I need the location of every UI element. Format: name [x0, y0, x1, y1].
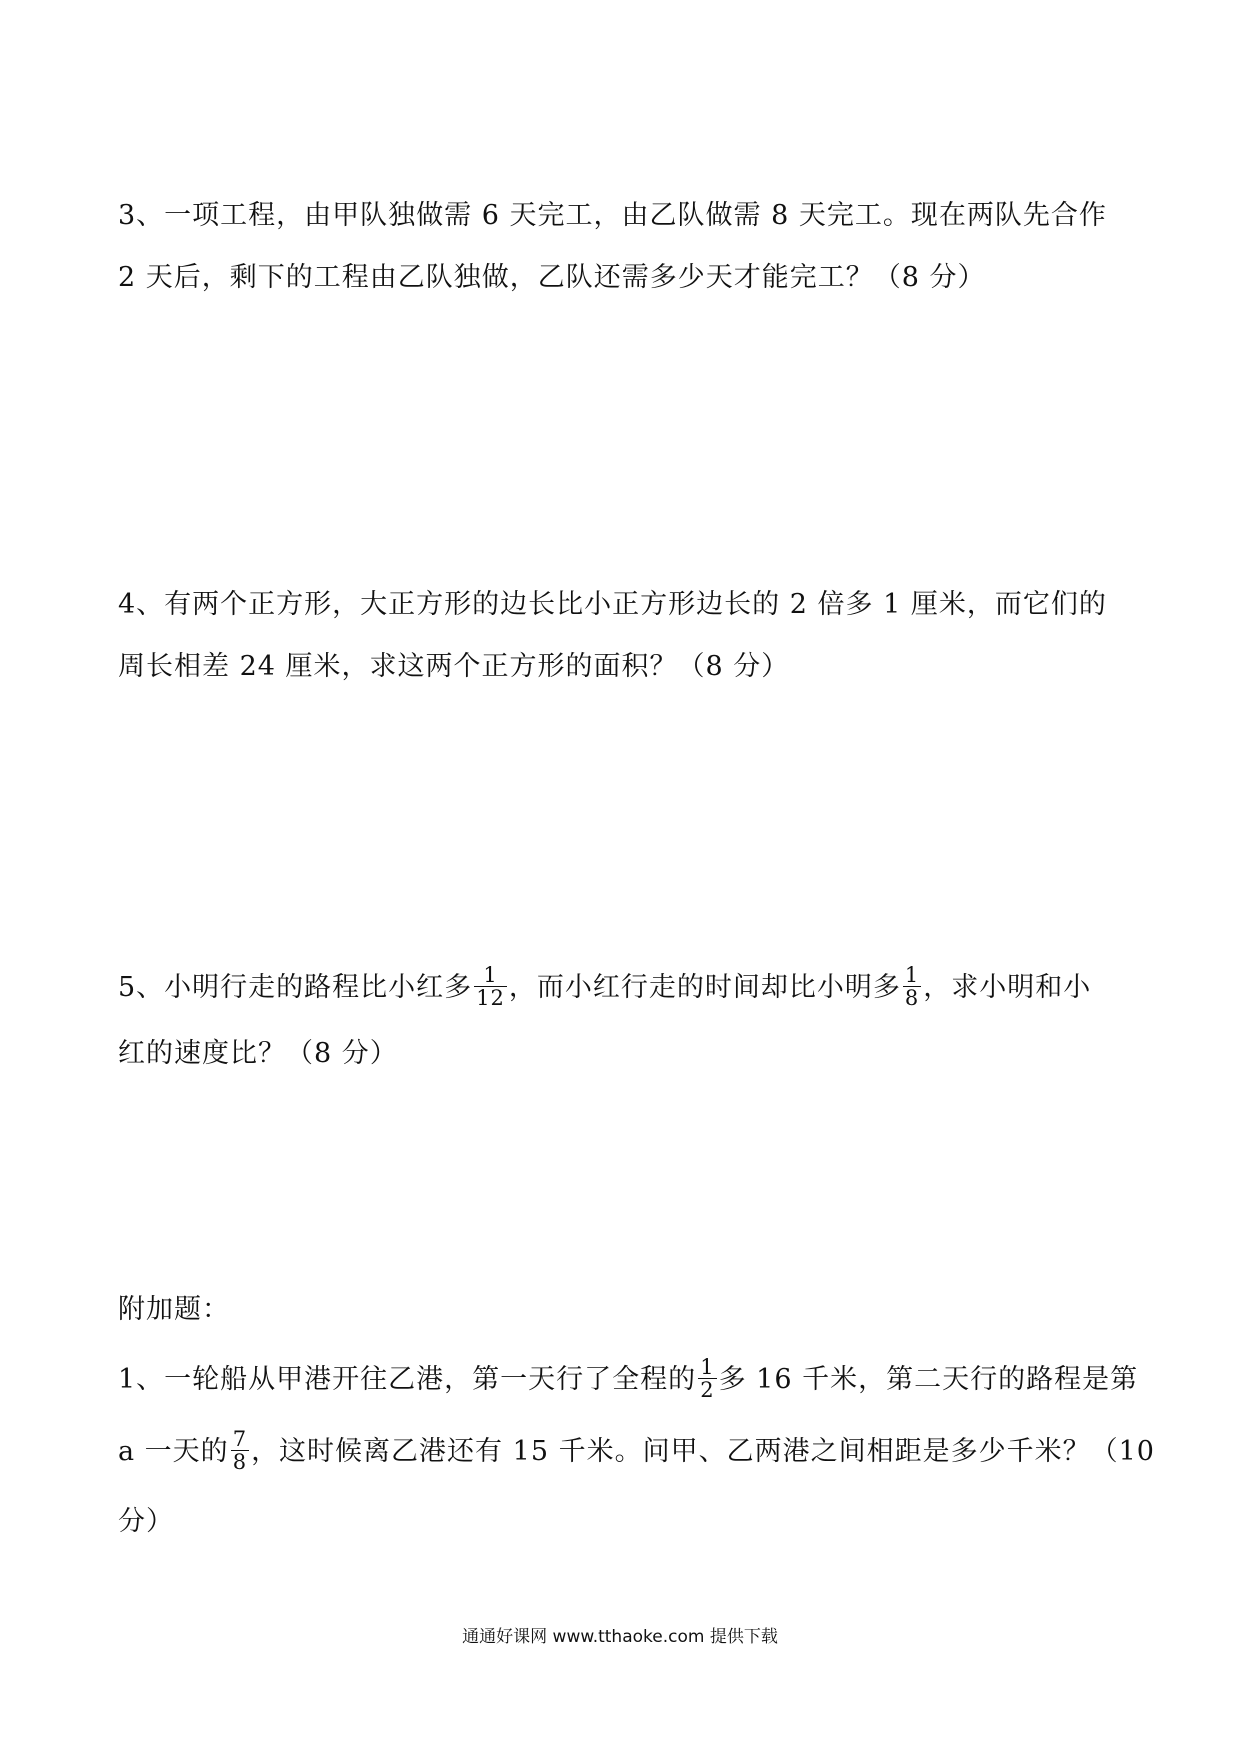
bonus-heading: 附加题：: [118, 1294, 230, 1325]
bonus-q1-text-d: ，这时候离乙港还有 15 千米。问甲、乙两港之间相距是多少千米？（10: [251, 1436, 1155, 1467]
footer-credit: 通通好课网 www.tthaoke.com 提供下载: [462, 1627, 778, 1647]
problem-5-line-2: 红的速度比？（8 分）: [118, 1038, 398, 1069]
problem-4-line-2: 周长相差 24 厘米，求这两个正方形的面积？（8 分）: [118, 651, 790, 682]
problem-5-line-1: [118, 963, 1092, 1011]
bonus-q1-line-2: [118, 1427, 1155, 1475]
fraction-denominator: 2: [700, 1378, 715, 1402]
bonus-q1-text-c: a 一天的: [118, 1436, 229, 1467]
fraction-1-2: [698, 1356, 716, 1401]
fraction-denominator: 12: [476, 986, 505, 1010]
problem-5-text-c: ，求小明和小: [923, 972, 1092, 1003]
problem-4-line-1: 4、有两个正方形，大正方形的边长比小正方形边长的 2 倍多 1 厘米，而它们的: [118, 589, 1107, 620]
fraction-numerator: 1: [904, 963, 920, 987]
fraction-1-8: [903, 964, 921, 1009]
fraction-numerator: 1: [700, 1355, 715, 1379]
bonus-q1-text-a: 1、一轮船从甲港开往乙港，第一天行了全程的: [118, 1364, 697, 1395]
problem-3-line-2: 2 天后，剩下的工程由乙队独做，乙队还需多少天才能完工？（8 分）: [118, 262, 986, 293]
bonus-q1-line-3: 分）: [118, 1506, 174, 1537]
fraction-denominator: 8: [232, 1450, 248, 1474]
fraction-denominator: 8: [904, 986, 920, 1010]
bonus-q1-text-b: 多 16 千米，第二天行的路程是第: [718, 1364, 1139, 1395]
problem-3-line-1: 3、一项工程，由甲队独做需 6 天完工，由乙队做需 8 天完工。现在两队先合作: [118, 200, 1107, 231]
bonus-q1-line-1: [118, 1355, 1139, 1403]
fraction-numerator: 1: [474, 964, 507, 987]
problem-5-text-b: ，而小红行走的时间却比小明多: [508, 972, 901, 1003]
problem-5-text-a: 5、小明行走的路程比小红多: [118, 972, 473, 1003]
fraction-7-8: [231, 1428, 249, 1473]
fraction-1-12: [474, 964, 507, 1009]
fraction-numerator: 7: [232, 1427, 248, 1451]
